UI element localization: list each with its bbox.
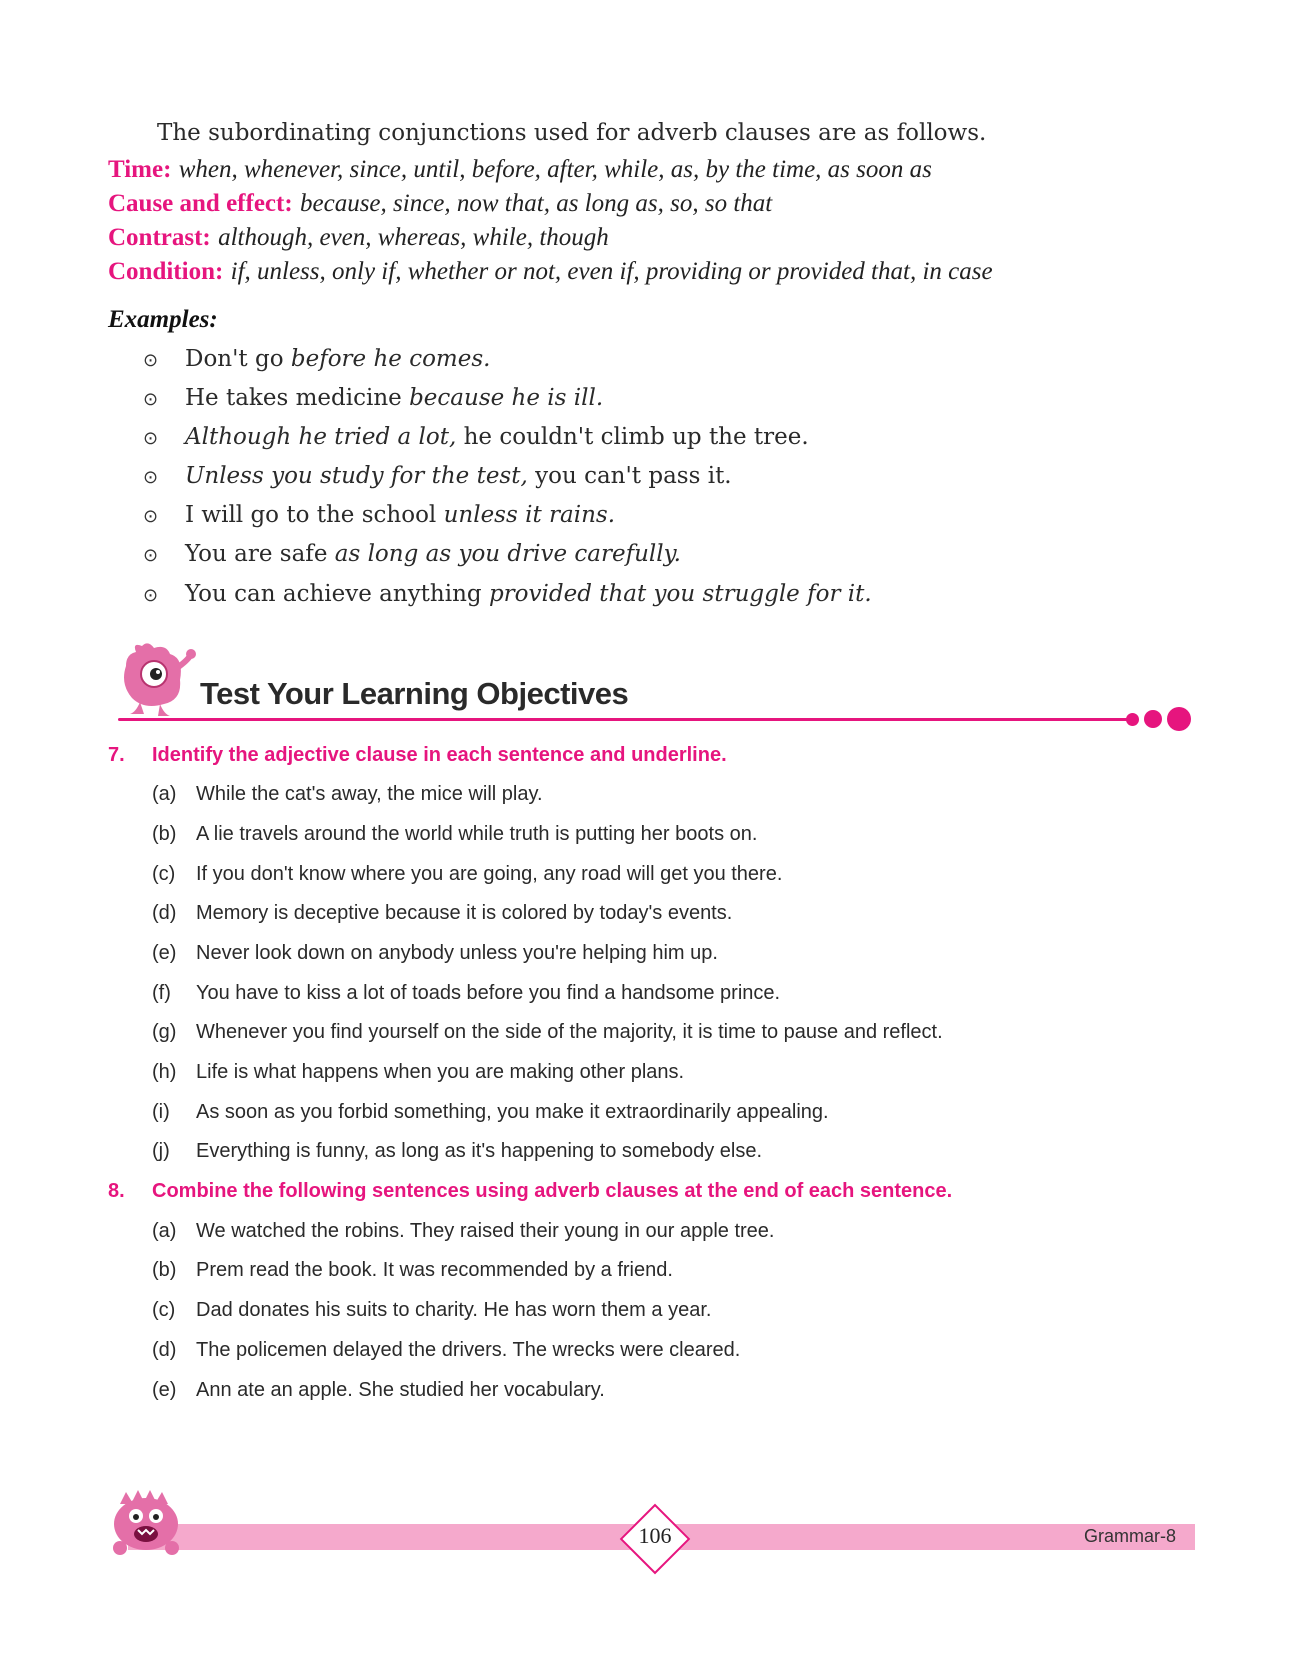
conjunction-list: because, since, now that, as long as, so, so that — [300, 190, 773, 217]
decorative-dot — [1144, 710, 1162, 728]
item-text: We watched the robins. They raised their young in our apple tree. — [196, 1220, 775, 1242]
question-item — [152, 823, 757, 846]
example-plain: you can't pass it. — [527, 463, 732, 489]
conjunction-label: Cause and effect: — [108, 190, 293, 217]
question-item — [152, 1101, 829, 1124]
item-letter: (b) — [152, 823, 177, 845]
conjunction-row-condition — [108, 258, 993, 286]
question-number: 8. — [108, 1180, 125, 1202]
circled-dot-bullet-icon: ⊙ — [143, 506, 159, 527]
item-text: Prem read the book. It was recommended by a friend. — [196, 1259, 673, 1281]
circled-dot-bullet-icon: ⊙ — [143, 545, 159, 566]
item-letter: (b) — [152, 1259, 177, 1281]
item-letter: (f) — [152, 982, 171, 1004]
question-heading — [108, 1180, 952, 1203]
example-plain: Don't go — [185, 346, 291, 372]
item-text: Never look down on anybody unless you're helping him up. — [196, 942, 718, 964]
example-item — [143, 385, 603, 411]
examples-heading: Examples: — [108, 306, 218, 333]
section-divider — [118, 718, 1130, 721]
question-heading — [108, 744, 727, 767]
item-text: As soon as you forbid something, you make it extraordinarily appealing. — [196, 1101, 829, 1123]
item-text: If you don't know where you are going, any road will get you there. — [196, 863, 783, 885]
item-letter: (a) — [152, 783, 177, 805]
question-item — [152, 982, 780, 1005]
conjunction-row-time — [108, 156, 932, 184]
item-text: While the cat's away, the mice will play. — [196, 783, 543, 805]
conjunction-list: if, unless, only if, whether or not, even if, providing or provided that, in case — [230, 258, 993, 285]
item-letter: (d) — [152, 1339, 177, 1361]
item-text: Memory is deceptive because it is colored by today's events. — [196, 902, 733, 924]
page-number: 106 — [638, 1523, 672, 1548]
example-clause: Although he tried a lot, — [185, 424, 457, 450]
item-text: The policemen delayed the drivers. The wrecks were cleared. — [196, 1339, 741, 1361]
example-plain: You can achieve anything — [185, 581, 489, 607]
item-letter: (j) — [152, 1140, 170, 1162]
circled-dot-bullet-icon: ⊙ — [143, 585, 159, 606]
item-text: Life is what happens when you are making other plans. — [196, 1061, 685, 1083]
item-letter: (d) — [152, 902, 177, 924]
example-item — [143, 541, 681, 567]
item-letter: (g) — [152, 1021, 177, 1043]
conjunction-list: when, whenever, since, until, before, after, while, as, by the time, as soon as — [178, 156, 932, 183]
example-plain: He takes medicine — [185, 385, 410, 411]
item-text: Whenever you find yourself on the side of the majority, it is time to pause and reflect. — [196, 1021, 943, 1043]
item-letter: (c) — [152, 863, 176, 885]
example-clause: provided that you struggle for it. — [488, 581, 872, 607]
conjunction-row-contrast — [108, 224, 609, 252]
question-item — [152, 1259, 673, 1282]
item-letter: (a) — [152, 1220, 177, 1242]
example-item — [143, 463, 732, 489]
question-item — [152, 863, 782, 886]
item-letter: (c) — [152, 1299, 176, 1321]
decorative-dot — [1167, 707, 1191, 731]
example-clause: Unless you study for the test, — [185, 463, 528, 489]
footer-monster-icon — [106, 1486, 186, 1558]
item-text: You have to kiss a lot of toads before you find a handsome prince. — [196, 982, 781, 1004]
circled-dot-bullet-icon: ⊙ — [143, 467, 159, 488]
conjunction-row-cause — [108, 190, 772, 218]
item-letter: (h) — [152, 1061, 177, 1083]
decorative-dot — [1126, 713, 1139, 726]
question-number: 7. — [108, 744, 125, 766]
circled-dot-bullet-icon: ⊙ — [143, 389, 159, 410]
question-item — [152, 1299, 711, 1322]
conjunction-label: Condition: — [108, 258, 224, 285]
question-item — [152, 783, 543, 806]
item-letter: (e) — [152, 1379, 177, 1401]
example-item — [143, 424, 809, 450]
item-text: Dad donates his suits to charity. He has worn them a year. — [196, 1299, 712, 1321]
example-plain: he couldn't climb up the tree. — [456, 424, 809, 450]
book-title: Grammar-8 — [1083, 1526, 1176, 1546]
item-letter: (e) — [152, 942, 177, 964]
example-item — [143, 502, 615, 528]
question-item — [152, 902, 732, 925]
example-item — [143, 581, 872, 607]
question-item — [152, 942, 718, 965]
conjunction-label: Contrast: — [108, 224, 211, 251]
example-plain: You are safe — [185, 541, 335, 567]
section-title: Test Your Learning Objectives — [200, 676, 629, 711]
question-item — [152, 1220, 775, 1243]
circled-dot-bullet-icon: ⊙ — [143, 350, 159, 371]
question-item — [152, 1379, 605, 1402]
question-text: Combine the following sentences using adverb clauses at the end of each sentence. — [152, 1180, 953, 1202]
intro-text: The subordinating conjunctions used for adverb clauses are as follows. — [157, 120, 987, 146]
question-item — [152, 1140, 762, 1163]
item-letter: (i) — [152, 1101, 170, 1123]
item-text: Everything is funny, as long as it's happening to somebody else. — [196, 1140, 763, 1162]
question-item — [152, 1061, 684, 1084]
item-text: Ann ate an apple. She studied her vocabulary. — [196, 1379, 605, 1401]
question-text: Identify the adjective clause in each sentence and underline. — [152, 744, 727, 766]
example-item — [143, 346, 490, 372]
example-plain: I will go to the school — [185, 502, 444, 528]
example-clause: as long as you drive carefully. — [334, 541, 681, 567]
example-clause: before he comes. — [290, 346, 491, 372]
monster-mascot-icon — [114, 640, 204, 722]
example-clause: unless it rains. — [443, 502, 616, 528]
conjunction-list: although, even, whereas, while, though — [218, 224, 609, 251]
question-item — [152, 1021, 943, 1044]
example-clause: because he is ill. — [409, 385, 604, 411]
item-text: A lie travels around the world while truth is putting her boots on. — [196, 823, 758, 845]
conjunction-label: Time: — [108, 156, 172, 183]
circled-dot-bullet-icon: ⊙ — [143, 428, 159, 449]
question-item — [152, 1339, 740, 1362]
